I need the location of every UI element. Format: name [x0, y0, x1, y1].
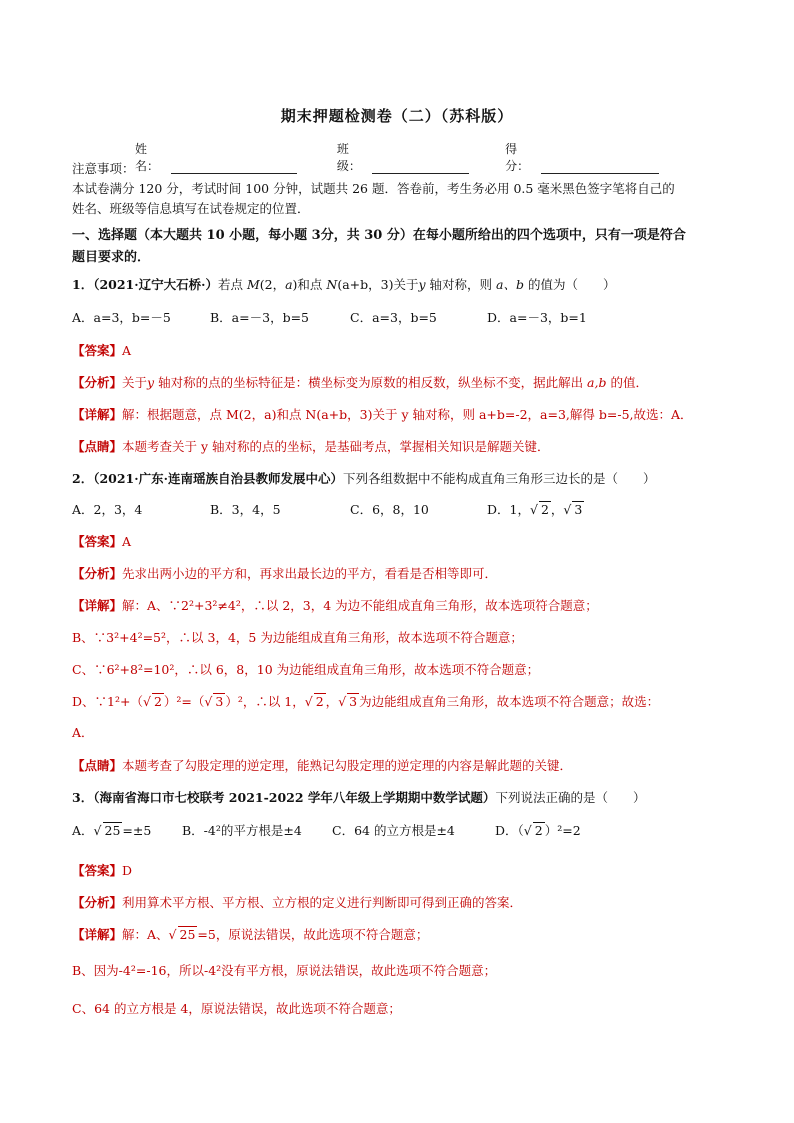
stem-text: 轴对称，则 — [425, 277, 497, 292]
detail-line-b: B、因为-4²=-16，所以-4²没有平方根，原说法错误，故此选项不符合题意； — [72, 963, 497, 978]
question-number: 2． — [72, 471, 94, 486]
analysis-label: 【分析】 — [72, 566, 123, 581]
detail-row — [72, 926, 732, 944]
var-ab: a、b — [496, 277, 524, 292]
detail-row — [72, 406, 732, 424]
analysis-row — [72, 894, 732, 912]
detail-line-c: C、∵6²+8²=10²，∴以 6，8，10 为边能组成直角三角形，故本选项不符合题意； — [72, 662, 540, 677]
detail-text: ， — [325, 694, 339, 709]
radicand: 2 — [315, 694, 324, 709]
option-c[interactable]: C．6，8，10 — [350, 502, 429, 517]
detail-text: 为边能组成直角三角形，故本选项不符合题意；故选： — [359, 694, 660, 709]
option-a[interactable] — [72, 822, 182, 840]
radicand: 25 — [104, 823, 121, 838]
sqrt-symbol: √ 3 — [338, 694, 358, 709]
option-d-text: ， — [550, 502, 564, 517]
radicand: 2 — [153, 694, 162, 709]
question-source: （2021·广东·连南瑶族自治县教师发展中心） — [93, 471, 343, 486]
analysis-row — [72, 374, 732, 392]
stem-text: 的值为（ ） — [523, 277, 616, 292]
detail-line-c: C、64 的立方根是 4，原说法错误，故此选项不符合题意； — [72, 1001, 401, 1016]
option-a[interactable]: A．a=3，b=－5 — [72, 310, 171, 325]
option-d-text: D．1， — [487, 502, 530, 517]
point-m: M — [246, 277, 260, 292]
stem-text: (a+b，3) — [337, 277, 394, 292]
section-heading-1: 一、选择题（本大题共 10 小题，每小题 3分，共 30 分）在每小题所给出的四个选项中，只有一项是符合 — [72, 228, 686, 243]
option-a-text: =±5 — [122, 823, 152, 838]
option-d-text: ）²=2 — [544, 823, 581, 838]
detail-text: 解：根据题意，点 M(2，a)和点 N(a+b，3)关于 y 轴对称，则 a+b=-2，a=3,解得 b=-5,故选：A． — [122, 407, 693, 422]
comment-row — [72, 757, 732, 775]
radicand: 2 — [540, 502, 549, 517]
notice-heading: 注意事项： — [72, 161, 135, 176]
detail-text: D、∵1²+（ — [72, 694, 143, 709]
sqrt-symbol: √ 2 — [523, 823, 543, 838]
comment-label: 【点睛】 — [72, 758, 123, 773]
sqrt-symbol: √ 2 — [304, 694, 324, 709]
notice-line-2: 姓名、班级等信息填写在试卷规定的位置． — [72, 201, 310, 216]
question-2-options — [72, 501, 732, 519]
sqrt-symbol: √ 2 — [529, 502, 549, 517]
answer-row — [72, 342, 732, 360]
var-y: y — [418, 277, 426, 292]
answer-row — [72, 862, 732, 880]
radicand: 3 — [349, 694, 358, 709]
sqrt-symbol: √ 3 — [204, 694, 224, 709]
detail-text: 解：A、 — [122, 927, 169, 942]
option-b[interactable]: B．-4²的平方根是±4 — [182, 823, 302, 838]
notice-line-1: 本试卷满分 120 分，考试时间 100 分钟，试题共 26 题．答卷前，考生务必用 0.5 毫米黑色签字笔将自己的 — [72, 181, 675, 196]
detail-label: 【详解】 — [72, 407, 123, 422]
detail-text: =5，原说法错误，故此选项不符合题意； — [197, 927, 429, 942]
answer-label: 【答案】 — [72, 534, 123, 549]
option-d-text: D．（ — [495, 823, 524, 838]
option-a[interactable]: A．2，3，4 — [72, 502, 143, 517]
radicand: 2 — [534, 823, 543, 838]
comment-row — [72, 438, 732, 456]
detail-text: ）²=（ — [163, 694, 205, 709]
answer-row — [72, 533, 732, 551]
comment-text: 本题考查关于 y 轴对称的点的坐标，是基础考点，掌握相关知识是解题关键． — [122, 439, 550, 454]
stem-text: 若点 — [217, 277, 247, 292]
question-3-stem — [72, 789, 732, 807]
section-heading-2: 题目要求的． — [72, 250, 151, 265]
question-source: （2021·辽宁大石桥·） — [93, 277, 218, 292]
analysis-text: 轴对称的点的坐标特征是：横坐标变为原数的相反数，纵坐标不变，据此解出 — [154, 375, 588, 390]
var-a: a — [285, 277, 293, 292]
sqrt-symbol: √ 3 — [563, 502, 583, 517]
analysis-label: 【分析】 — [72, 895, 123, 910]
option-d[interactable] — [495, 822, 581, 840]
detail-row — [72, 597, 732, 615]
answer-label: 【答案】 — [72, 343, 123, 358]
var-ab: a,b — [587, 375, 607, 390]
question-1-options — [72, 309, 732, 327]
question-2-stem — [72, 470, 732, 488]
radicand: 25 — [179, 927, 196, 942]
radicand: 3 — [215, 694, 224, 709]
detail-line-d-cont: A． — [72, 725, 94, 740]
name-label: 姓名： — [135, 142, 160, 173]
detail-line-d — [72, 693, 732, 711]
option-d[interactable] — [487, 501, 584, 519]
radicand: 3 — [574, 502, 583, 517]
stem-text: 关于 — [393, 277, 419, 292]
sqrt-symbol: √ 2 — [142, 694, 162, 709]
answer-value: A — [122, 343, 132, 358]
exam-title: 期末押题检测卷（二）（苏科版） — [280, 107, 514, 125]
class-label: 班级： — [336, 142, 361, 173]
stem-text: )和点 — [292, 277, 327, 292]
option-c[interactable]: C．64 的立方根是±4 — [332, 823, 455, 838]
comment-text: 本题考查了勾股定理的逆定理，能熟记勾股定理的逆定理的内容是解此题的关键． — [122, 758, 573, 773]
option-c[interactable]: C．a=3，b=5 — [350, 310, 437, 325]
question-number: 3． — [72, 790, 94, 805]
var-y: y — [147, 375, 155, 390]
question-3-options — [72, 822, 732, 840]
answer-value: D — [122, 863, 133, 878]
sqrt-symbol: √ 25 — [168, 927, 196, 942]
analysis-text: 先求出两小边的平方和，再求出最长边的平方，看看是否相等即可． — [122, 566, 498, 581]
answer-label: 【答案】 — [72, 863, 123, 878]
analysis-text: 的值． — [606, 375, 648, 390]
question-1-stem — [72, 276, 732, 294]
sqrt-symbol: √ 25 — [93, 823, 121, 838]
answer-value: A — [122, 534, 132, 549]
analysis-text: 关于 — [122, 375, 148, 390]
question-source: （海南省海口市七校联考 2021-2022 学年八年级上学期期中数学试题） — [93, 790, 496, 805]
detail-line-b: B、∵3²+4²=5²，∴以 3，4，5 为边能组成直角三角形，故本选项不符合题意； — [72, 630, 523, 645]
analysis-text: 利用算术平方根、平方根、立方根的定义进行判断即可得到正确的答案． — [122, 895, 523, 910]
option-b[interactable]: B．3，4，5 — [210, 502, 281, 517]
detail-text: ）²，∴以 1， — [225, 694, 305, 709]
score-label: 得分： — [505, 142, 530, 173]
option-d[interactable]: D．a=－3，b=1 — [487, 310, 587, 325]
stem-text: (2， — [259, 277, 286, 292]
detail-text: 解：A、∵2²+3²≠4²，∴以 2，3，4 为边不能组成直角三角形，故本选项符合题意； — [122, 598, 598, 613]
analysis-label: 【分析】 — [72, 375, 123, 390]
stem-text: 下列各组数据中不能构成直角三角形三边长的是（ ） — [342, 471, 656, 486]
stem-text: 下列说法正确的是（ ） — [495, 790, 646, 805]
question-number: 1． — [72, 277, 94, 292]
option-a-text: A． — [72, 823, 94, 838]
analysis-row — [72, 565, 732, 583]
option-b[interactable]: B．a=－3，b=5 — [210, 310, 309, 325]
point-n: N — [326, 277, 338, 292]
detail-label: 【详解】 — [72, 927, 123, 942]
comment-label: 【点睛】 — [72, 439, 123, 454]
detail-label: 【详解】 — [72, 598, 123, 613]
